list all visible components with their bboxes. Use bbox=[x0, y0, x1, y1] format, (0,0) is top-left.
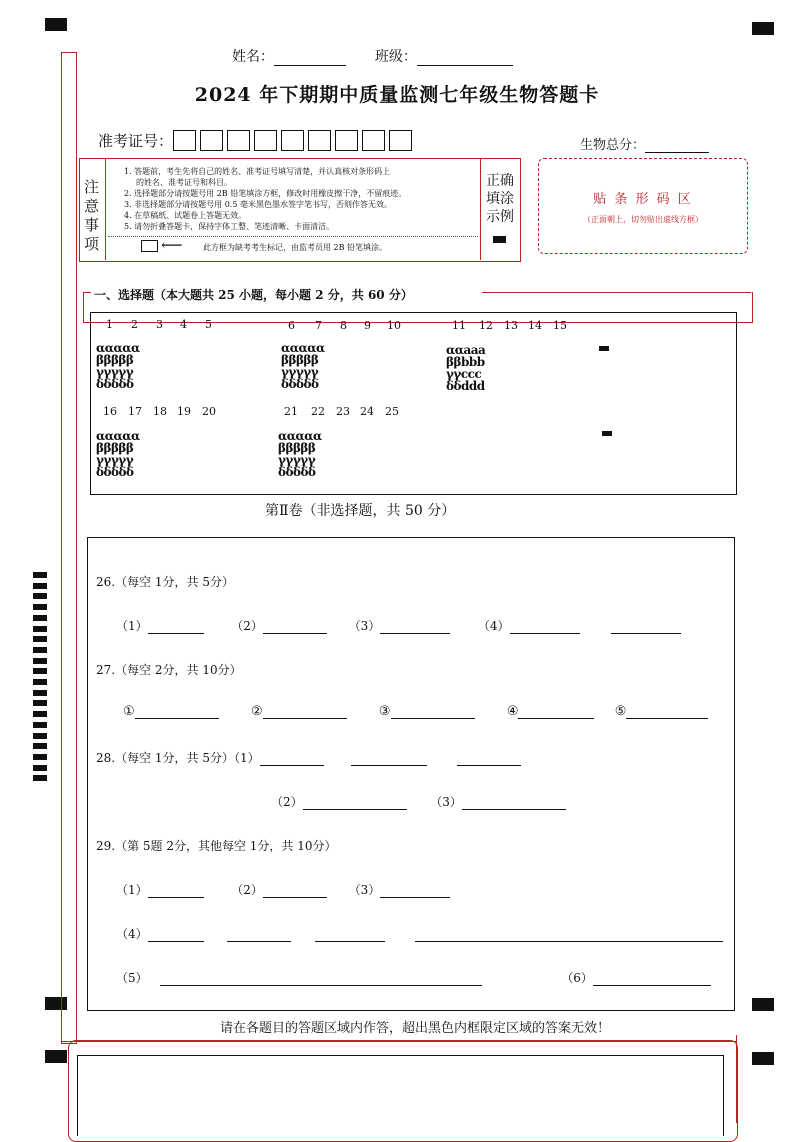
timing-mark bbox=[33, 711, 47, 717]
exam-id-digit-box[interactable] bbox=[254, 130, 277, 151]
timing-mark bbox=[33, 754, 47, 760]
question-number: 21 bbox=[284, 405, 298, 418]
mc-marker bbox=[602, 431, 612, 436]
mc-option-row[interactable]: δδddd bbox=[446, 379, 485, 393]
exam-id-digit-box[interactable] bbox=[173, 130, 196, 151]
registration-mark bbox=[45, 18, 67, 31]
question-number: 9 bbox=[364, 319, 371, 332]
question-number: 2 bbox=[131, 318, 138, 331]
mc-option-row[interactable]: γγccc bbox=[446, 367, 482, 381]
name-field[interactable]: 姓名： 班级： bbox=[232, 46, 513, 66]
mc-option-row[interactable]: βββββ bbox=[278, 441, 316, 455]
q29-label: 29.（第 5题 2分，其他每空 1分，共 10分） bbox=[96, 839, 337, 853]
registration-mark bbox=[752, 22, 774, 35]
timing-mark bbox=[33, 583, 47, 589]
q26-blanks[interactable]: （1） （2） （3） （4） bbox=[116, 617, 681, 634]
exam-id-boxes[interactable] bbox=[173, 131, 416, 149]
class-input[interactable] bbox=[417, 51, 513, 66]
arrow-left-icon: ⟵ bbox=[161, 236, 183, 254]
total-score-field[interactable]: 生物总分： bbox=[580, 134, 709, 153]
mc-option-row[interactable]: ααααα bbox=[278, 429, 322, 443]
mc-option-row[interactable]: γγγγγ bbox=[281, 365, 319, 379]
total-score-input[interactable] bbox=[645, 138, 709, 153]
exam-id-digit-box[interactable] bbox=[200, 130, 223, 151]
notice-item: 4. 在草稿纸、试题卷上答题无效。 bbox=[124, 211, 247, 220]
question-number: 16 bbox=[103, 405, 117, 418]
question-number: 17 bbox=[128, 405, 142, 418]
barcode-title: 贴 条 形 码 区 bbox=[593, 192, 693, 207]
notice-item: 1. 答题前，考生先将自己的姓名、准考证号填写清楚，并认真核对条形码上 bbox=[124, 167, 391, 176]
absent-mark-box[interactable] bbox=[141, 240, 158, 252]
mc-option-row[interactable]: δδδδδ bbox=[96, 377, 134, 391]
question-number: 20 bbox=[202, 405, 216, 418]
timing-mark bbox=[33, 668, 47, 674]
correct-fill-sample bbox=[493, 236, 506, 243]
mc-option-row[interactable]: ααααα bbox=[96, 429, 140, 443]
exam-id-digit-box[interactable] bbox=[389, 130, 412, 151]
exam-id-digit-box[interactable] bbox=[281, 130, 304, 151]
mc-option-row[interactable]: ααaaa bbox=[446, 343, 486, 357]
question-number: 13 bbox=[504, 319, 518, 332]
timing-mark bbox=[33, 572, 47, 578]
page-title: 2024 年下期期中质量监测七年级生物答题卡 bbox=[194, 84, 600, 106]
footer-note: 请在各题目的答题区域内作答，超出黑色内框限定区域的答案无效！ bbox=[219, 1021, 610, 1036]
mc-option-row[interactable]: βββββ bbox=[96, 441, 134, 455]
question-number: 19 bbox=[177, 405, 191, 418]
q29-row1[interactable]: （1） （2） （3） bbox=[116, 881, 450, 898]
question-number: 25 bbox=[385, 405, 399, 418]
exam-id-digit-box[interactable] bbox=[362, 130, 385, 151]
question-number: 12 bbox=[479, 319, 493, 332]
barcode-note: （正面朝上，切勿贴出虚线方框） bbox=[583, 215, 703, 224]
q27-blanks[interactable]: ① ② ③ ④ ⑤ bbox=[123, 704, 708, 719]
mc-option-row[interactable]: δδδδδ bbox=[278, 465, 316, 479]
section2-title: 第Ⅱ卷（非选择题，共 50 分） bbox=[265, 503, 456, 519]
timing-mark bbox=[33, 658, 47, 664]
exam-id-field[interactable]: 准考证号： bbox=[98, 130, 416, 151]
question-number: 4 bbox=[180, 318, 187, 331]
q27-label: 27.（每空 2分，共 10分） bbox=[96, 663, 242, 677]
mc-option-row[interactable]: βββββ bbox=[281, 353, 319, 367]
mc-option-row[interactable]: δδδδδ bbox=[281, 377, 319, 391]
question-number: 22 bbox=[311, 405, 325, 418]
timing-mark bbox=[33, 636, 47, 642]
absent-note: 此方框为缺考考生标记，由监考员用 2B 铅笔填涂。 bbox=[203, 243, 388, 252]
mc-option-row[interactable]: βββββ bbox=[96, 353, 134, 367]
mc-bubble-group[interactable] bbox=[96, 430, 140, 478]
timing-mark bbox=[33, 700, 47, 706]
name-input[interactable] bbox=[274, 51, 346, 66]
mc-option-row[interactable]: ααααα bbox=[96, 341, 140, 355]
q29-row3[interactable]: （5） （6） bbox=[116, 969, 711, 986]
question-number: 11 bbox=[452, 319, 466, 332]
question-number: 3 bbox=[156, 318, 163, 331]
timing-mark bbox=[33, 743, 47, 749]
timing-mark bbox=[33, 722, 47, 728]
question-number: 7 bbox=[315, 319, 322, 332]
timing-mark bbox=[33, 604, 47, 610]
timing-mark bbox=[33, 775, 47, 781]
question-number: 8 bbox=[340, 319, 347, 332]
timing-mark bbox=[33, 690, 47, 696]
exam-id-digit-box[interactable] bbox=[227, 130, 250, 151]
mc-option-row[interactable]: ββbbb bbox=[446, 355, 485, 369]
question-number: 23 bbox=[336, 405, 350, 418]
next-answer-area bbox=[77, 1055, 724, 1136]
mc-option-row[interactable]: γγγγγ bbox=[96, 453, 134, 467]
page-frame bbox=[61, 52, 77, 1044]
q29-row2[interactable]: （4） bbox=[116, 925, 723, 942]
registration-mark bbox=[752, 1052, 774, 1065]
mc-option-row[interactable]: ααααα bbox=[281, 341, 325, 355]
timing-mark bbox=[33, 593, 47, 599]
question-number: 6 bbox=[288, 319, 295, 332]
timing-mark bbox=[33, 765, 47, 771]
mc-bubble-group[interactable] bbox=[281, 342, 325, 390]
question-number: 24 bbox=[360, 405, 374, 418]
notice-item: 2. 选择题部分请按题号用 2B 铅笔填涂方框，修改时用橡皮擦干净，不留痕迹。 bbox=[124, 189, 407, 198]
timing-mark bbox=[33, 679, 47, 685]
registration-mark bbox=[752, 998, 774, 1011]
q28-row2[interactable]: （2） （3） bbox=[271, 793, 566, 810]
mc-bubble-group[interactable] bbox=[446, 344, 485, 392]
mc-option-row[interactable]: γγγγγ bbox=[96, 365, 134, 379]
timing-mark bbox=[33, 733, 47, 739]
question-number: 10 bbox=[387, 319, 401, 332]
notice-item: 的姓名、准考证号和科目。 bbox=[136, 178, 232, 187]
question-number: 14 bbox=[528, 319, 542, 332]
exam-id-digit-box[interactable] bbox=[308, 130, 331, 151]
timing-mark bbox=[33, 626, 47, 632]
question-number: 15 bbox=[553, 319, 567, 332]
exam-id-digit-box[interactable] bbox=[335, 130, 358, 151]
correct-fill-label: 正确填涂示例 bbox=[486, 173, 514, 225]
question-number: 1 bbox=[106, 318, 113, 331]
mc-marker bbox=[599, 346, 609, 351]
notice-item: 5. 请勿折叠答题卡，保持字体工整、笔迹清晰、卡面清洁。 bbox=[124, 222, 335, 231]
timing-mark bbox=[33, 647, 47, 653]
notice-items bbox=[124, 166, 476, 232]
q26-label: 26.（每空 1分，共 5分） bbox=[96, 575, 234, 589]
registration-mark bbox=[45, 1050, 67, 1063]
section1-title: 一、选择题（本大题共 25 小题，每小题 2 分，共 60 分） bbox=[94, 288, 413, 302]
timing-mark bbox=[33, 615, 47, 621]
mc-option-row[interactable]: γγγγγ bbox=[278, 453, 316, 467]
question-number: 18 bbox=[153, 405, 167, 418]
notice-item: 3. 非选择题部分请按题号用 0.5 毫米黑色墨水签字笔书写，否则作答无效。 bbox=[124, 200, 392, 209]
mc-answer-area bbox=[90, 312, 737, 495]
mc-bubble-group[interactable] bbox=[96, 342, 140, 390]
notice-side-label: 注意事项 bbox=[84, 178, 100, 253]
question-number: 5 bbox=[205, 318, 212, 331]
mc-option-row[interactable]: δδδδδ bbox=[96, 465, 134, 479]
mc-bubble-group[interactable] bbox=[278, 430, 322, 478]
q28-row1[interactable]: 28.（每空 1分，共 5分）（1） bbox=[96, 749, 521, 766]
